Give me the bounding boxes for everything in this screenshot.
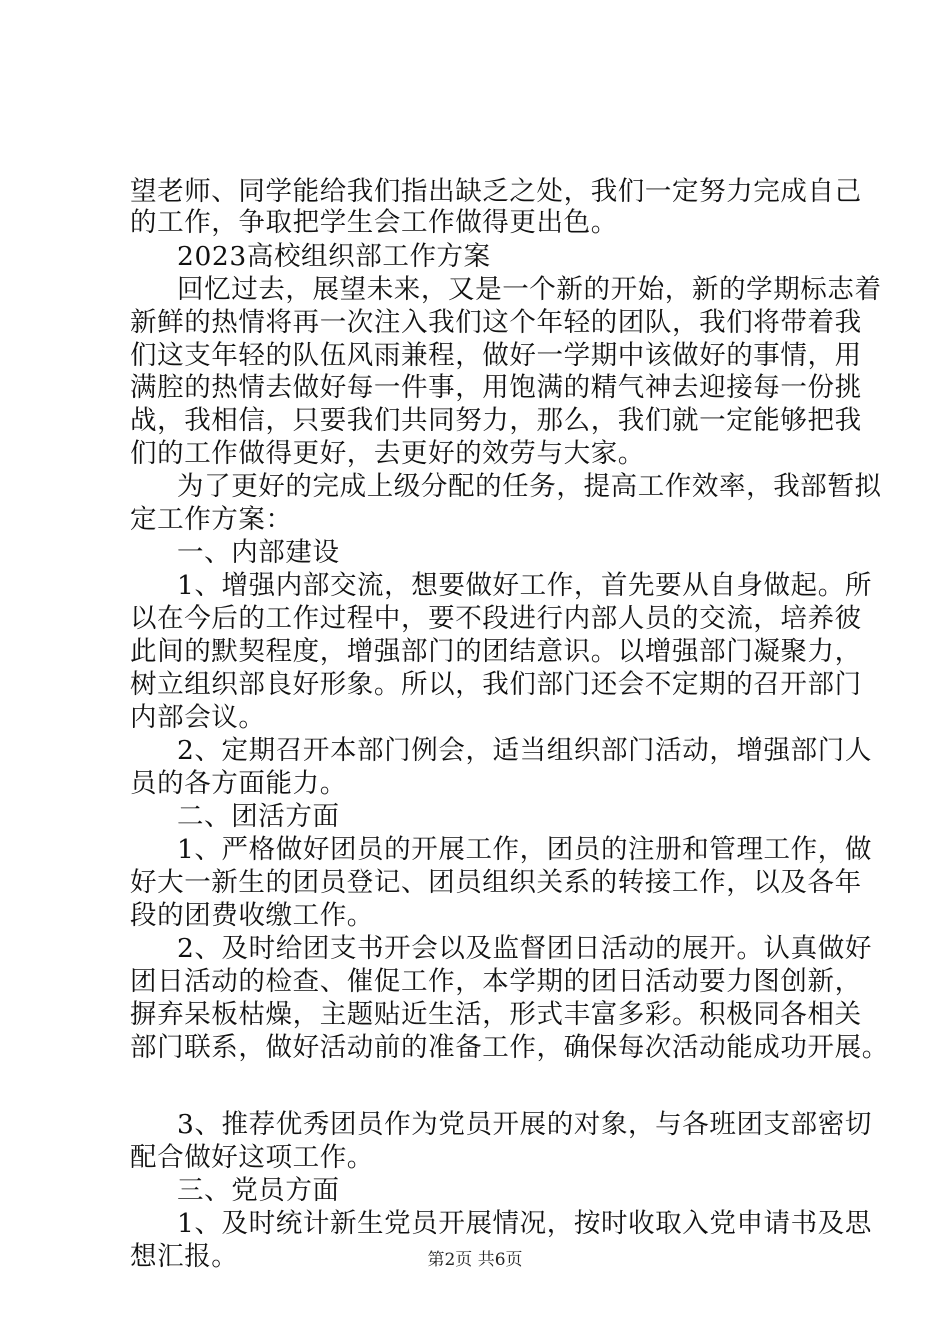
heading: 二、团活方面 xyxy=(177,801,340,832)
text-line: 望老师、同学能给我们指出缺乏之处，我们一定努力完成自己 xyxy=(130,176,862,207)
text-line: 为了更好的完成上级分配的任务，提高工作效率，我部暂拟 xyxy=(177,471,882,502)
text-line: 团日活动的检查、催促工作，本学期的团日活动要力图创新， xyxy=(130,966,862,997)
text-line: 满腔的热情去做好每一件事，用饱满的精气神去迎接每一份挑 xyxy=(130,372,862,403)
text-line: 的工作，争取把学生会工作做得更出色。 xyxy=(130,207,618,238)
text-line: 员的各方面能力。 xyxy=(130,768,347,799)
text-line: 1、严格做好团员的开展工作，团员的注册和管理工作，做 xyxy=(177,834,872,865)
section-title: 2023高校组织部工作方案 xyxy=(177,241,491,272)
text-line: 摒弃呆板枯燥，主题贴近生活，形式丰富多彩。积极同各相关 xyxy=(130,999,862,1030)
text-line: 们的工作做得更好，去更好的效劳与大家。 xyxy=(130,438,645,469)
text-line: 3、推荐优秀团员作为党员开展的对象，与各班团支部密切 xyxy=(177,1109,872,1140)
heading: 一、内部建设 xyxy=(177,537,340,568)
text-line: 以在今后的工作过程中，要不段进行内部人员的交流，培养彼 xyxy=(130,603,862,634)
text-line: 配合做好这项工作。 xyxy=(130,1142,374,1173)
text-line: 回忆过去，展望未来，又是一个新的开始，新的学期标志着 xyxy=(177,274,882,305)
text-line: 段的团费收缴工作。 xyxy=(130,900,374,931)
text-line: 内部会议。 xyxy=(130,702,266,733)
text-line: 新鲜的热情将再一次注入我们这个年轻的团队，我们将带着我 xyxy=(130,307,862,338)
heading: 三、党员方面 xyxy=(177,1175,340,1206)
text-line: 此间的默契程度，增强部门的团结意识。以增强部门凝聚力， xyxy=(130,636,862,667)
text-line: 定工作方案： xyxy=(130,504,293,535)
text-line: 部门联系，做好活动前的准备工作，确保每次活动能成功开展。 xyxy=(130,1032,889,1063)
text-line: 想汇报。 xyxy=(130,1241,239,1272)
page-footer: 第2页 共6页 xyxy=(427,1250,523,1270)
text-line: 2、定期召开本部门例会，适当组织部门活动，增强部门人 xyxy=(177,735,872,766)
text-line: 战，我相信，只要我们共同努力，那么，我们就一定能够把我 xyxy=(130,405,862,436)
text-line: 们这支年轻的队伍风雨兼程，做好一学期中该做好的事情，用 xyxy=(130,340,862,371)
text-line: 好大一新生的团员登记、团员组织关系的转接工作，以及各年 xyxy=(130,867,862,898)
text-line: 1、及时统计新生党员开展情况，按时收取入党申请书及思 xyxy=(177,1208,872,1239)
text-line: 1、增强内部交流，想要做好工作，首先要从自身做起。所 xyxy=(177,570,872,601)
text-line: 2、及时给团支书开会以及监督团日活动的展开。认真做好 xyxy=(177,933,872,964)
text-line: 树立组织部良好形象。所以，我们部门还会不定期的召开部门 xyxy=(130,669,862,700)
